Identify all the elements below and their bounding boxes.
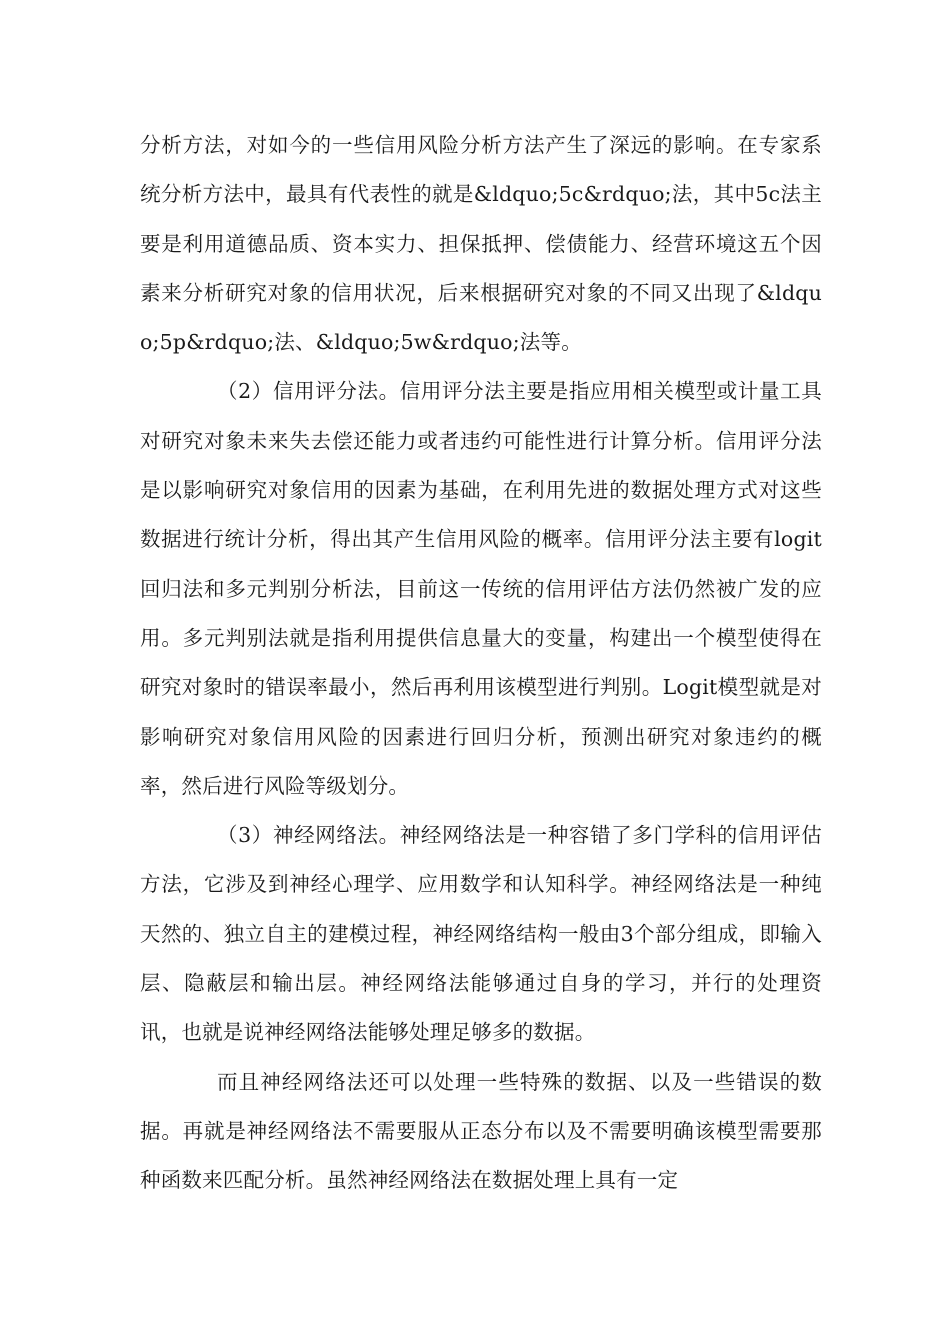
paragraph-expert-system: 分析方法，对如今的一些信用风险分析方法产生了深远的影响。在专家系统分析方法中，最具有代表性的就是&ldquo;5c&rdquo;法，其中5c法主要是利用道德品质、资本实力、担保抵押、偿债能力、经营环境这五个因素来分析研究对象的信用状况，后来根据研究对象的不同又出现了&ldquo;5p&rdquo;法、&ldquo;5w&rdquo;法等。	[140, 133, 822, 355]
body-text	[140, 121, 822, 1206]
paragraph-neural-network-continued: 而且神经网络法还可以处理一些特殊的数据、以及一些错误的数据。再就是神经网络法不需要服从正态分布以及不需要明确该模型需要那种函数来匹配分析。虽然神经网络法在数据处理上具有一定	[140, 1069, 822, 1193]
paragraph-credit-scoring: （2）信用评分法。信用评分法主要是指应用相关模型或计量工具对研究对象未来失去偿还能力或者违约可能性进行计算分析。信用评分法是以影响研究对象信用的因素为基础，在利用先进的数据处理方式对这些数据进行统计分析，得出其产生信用风险的概率。信用评分法主要有logit回归法和多元判别分析法，目前这一传统的信用评估方法仍然被广发的应用。多元判别法就是指利用提供信息量大的变量，构建出一个模型使得在研究对象时的错误率最小，然后再利用该模型进行判别。Logit模型就是对影响研究对象信用风险的因素进行回归分析，预测出研究对象违约的概率，然后进行风险等级划分。	[140, 379, 822, 798]
paragraph-neural-network: （3）神经网络法。神经网络法是一种容错了多门学科的信用评估方法，它涉及到神经心理学、应用数学和认知科学。神经网络法是一种纯天然的、独立自主的建模过程，神经网络结构一般由3个部分组成，即输入层、隐蔽层和输出层。神经网络法能够通过自身的学习，并行的处理资讯，也就是说神经网络法能够处理足够多的数据。	[140, 823, 822, 1045]
